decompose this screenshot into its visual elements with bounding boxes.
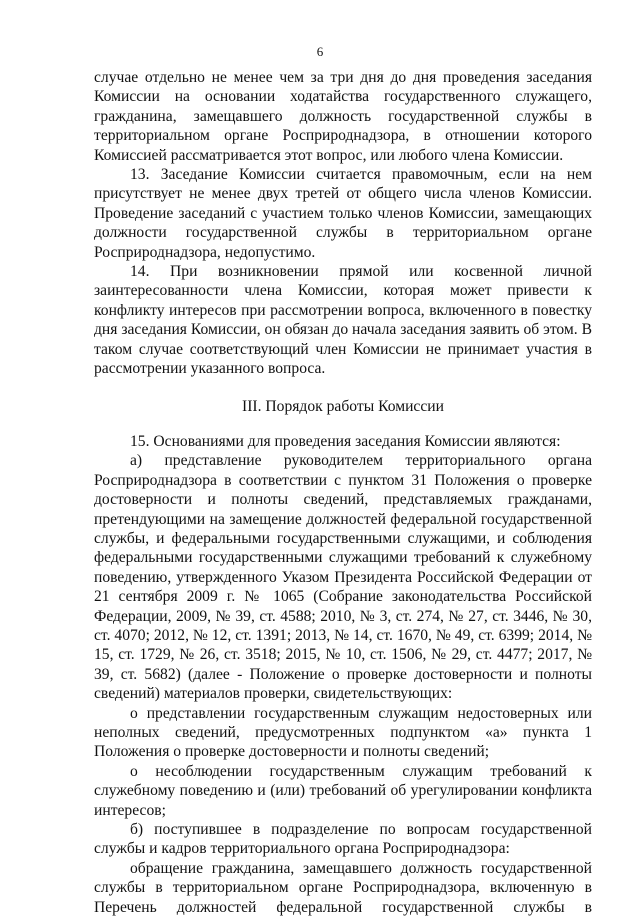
document-body	[94, 68, 592, 917]
page-number: 6	[316, 44, 324, 59]
paragraph-13: 13. Заседание Комиссии считается правомочным, если на нем присутствует не менее двух третей от общего числа членов Комиссии. Проведение заседаний с участием только членов Комиссии, замещающих должности государственной службы в территориальном органе Росприроднадзора, недопустимо.	[94, 166, 592, 261]
paragraph-14: 14. При возникновении прямой или косвенной личной заинтересованности члена Комиссии, которая может привести к конфликту интересов при рассмотрении вопроса, включенного в повестку дня заседания Комиссии, он обязан до начала заседания заявить об этом. В таком случае соответствующий член Комиссии не принимает участия в рассмотрении указанного вопроса.	[94, 263, 593, 378]
paragraph-15-a-item-2: о несоблюдении государственным служащим требований к служебному поведению и (или) требований об урегулировании конфликта интересов;	[94, 762, 592, 819]
section-heading: III. Порядок работы Комиссии	[242, 397, 444, 415]
paragraph-15: 15. Основаниями для проведения заседания Комиссии являются:	[130, 432, 561, 450]
paragraph-continuation: случае отдельно не менее чем за три дня до дня проведения заседания Комиссии на основании ходатайства государственного служащего, гражданина, замещавшего должность государственной службы в территориальном органе Росприроднадзора, в отношении которого Комиссией рассматривается этот вопрос, или любого члена Комиссии.	[94, 69, 592, 164]
paragraph-15-a-item-1: о представлении государственным служащим недостоверных или неполных сведений, предусмотренных подпунктом «а» пункта 1 Положения о проверке достоверности и полноты сведений;	[94, 704, 592, 761]
paragraph-15-b-item-1: обращение гражданина, замещавшего должность государственной службы в территориальном органе Росприроднадзора, включенную в Перечень должностей федеральной государственной службы в	[94, 859, 592, 916]
paragraph-15-a: а) представление руководителем территориального органа Росприроднадзора в соответствии с пунктом 31 Положения о проверке достоверности и полноты сведений, представляемых гражданами, претендующими на замещение должностей федеральной государственной службы, и федеральными государственными служащими, и соблюдения федеральными государственными служащими требований к служебному поведению, утвержденного Указом Президента Российской Федерации от 21 сентября 2009 г. № 1065 (Собрание законодательства Российской Федерации, 2009, № 39, ст. 4588; 2010, № 3, ст. 274, № 27, ст. 3446, № 30, ст. 4070; 2012, № 12, ст. 1391; 2013, № 14, ст. 1670, № 49, ст. 6399; 2014, № 15, ст. 1729, № 26, ст. 3518; 2015, № 10, ст. 1506, № 29, ст. 4477; 2017, № 39, ст. 5682) (далее - Положение о проверке достоверности и полноты сведений) материалов проверки, свидетельствующих:	[94, 452, 592, 703]
paragraph-15-b: б) поступившее в подразделение по вопросам государственной службы и кадров территориального органа Росприроднадзора:	[94, 821, 592, 858]
